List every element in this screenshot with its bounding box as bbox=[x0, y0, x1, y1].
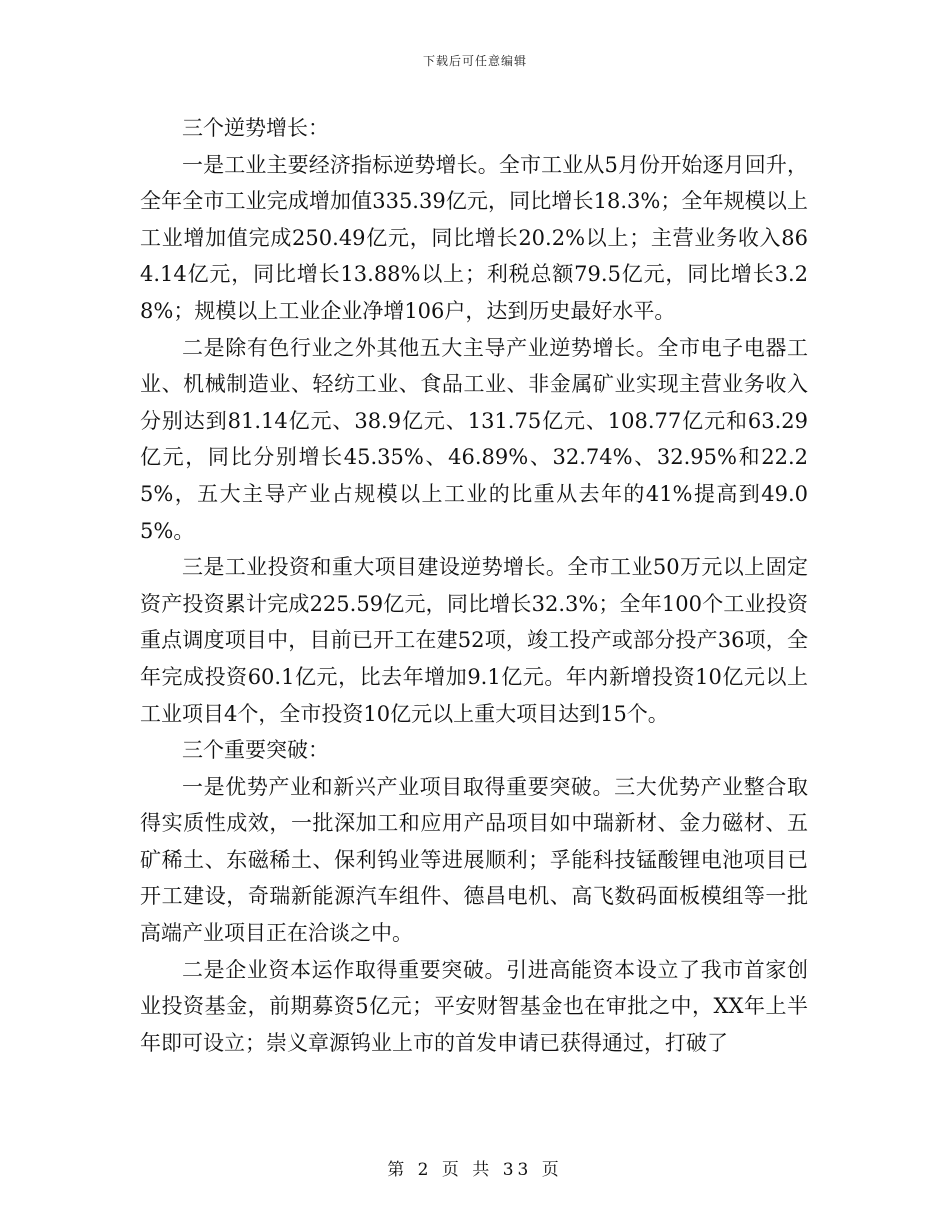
paragraph-capital-operations: 二是企业资本运作取得重要突破。引进高能资本设立了我市首家创业投资基金，前期募资5亿元；平安财智基金也在审批之中，XX年上半年即可设立；崇义章源钨业上市的首发申请已获得通过，打破了 bbox=[140, 957, 808, 1055]
paragraph-leading-industries: 二是除有色行业之外其他五大主导产业逆势增长。全市电子电器工业、机械制造业、轻纺工业、食品工业、非金属矿业实现主营业务收入分别达到81.14亿元、38.9亿元、131.75亿元、108.77亿元和63.29亿元，同比分别增长45.35%、46.89%、32.74%、32.95%和22.25%，五大主导产业占规模以上工业的比重从去年的41%提高到49.05%。 bbox=[140, 335, 808, 543]
page-number-footer: 第 2 页 共 33 页 bbox=[387, 1160, 563, 1180]
section-heading-three-growths: 三个逆势增长： bbox=[182, 116, 329, 140]
paragraph-industrial-investment: 三是工业投资和重大项目建设逆势增长。全市工业50万元以上固定资产投资累计完成225.59亿元，同比增长32.3%；全年100个工业投资重点调度项目中，目前已开工在建52项，竣工投产或部分投产36项，全年完成投资60.1亿元，比去年增加9.1亿元。年内新增投资10亿元以上工业项目4个，全市投资10亿元以上重大项目达到15个。 bbox=[140, 555, 808, 726]
paragraph-advantage-industries: 一是优势产业和新兴产业项目取得重要突破。三大优势产业整合取得实质性成效，一批深加工和应用产品项目如中瑞新材、金力磁材、五矿稀土、东磁稀土、保利钨业等进展顺利；孚能科技锰酸锂电池项目已开工建设，奇瑞新能源汽车组件、德昌电机、高飞数码面板模组等一批高端产业项目正在洽谈之中。 bbox=[140, 774, 808, 946]
document-body bbox=[140, 110, 808, 1061]
page-header-note: 下载后可任意编辑 bbox=[422, 54, 527, 68]
paragraph-industrial-indicators: 一是工业主要经济指标逆势增长。全市工业从5月份开始逐月回升，全年全市工业完成增加值335.39亿元，同比增长18.3%；全年规模以上工业增加值完成250.49亿元，同比增长20.2%以上；主营业务收入864.14亿元，同比增长13.88%以上；利税总额79.5亿元，同比增长3.28%；规模以上工业企业净增106户，达到历史最好水平。 bbox=[140, 152, 808, 323]
section-heading-three-breakthroughs: 三个重要突破： bbox=[182, 738, 329, 763]
